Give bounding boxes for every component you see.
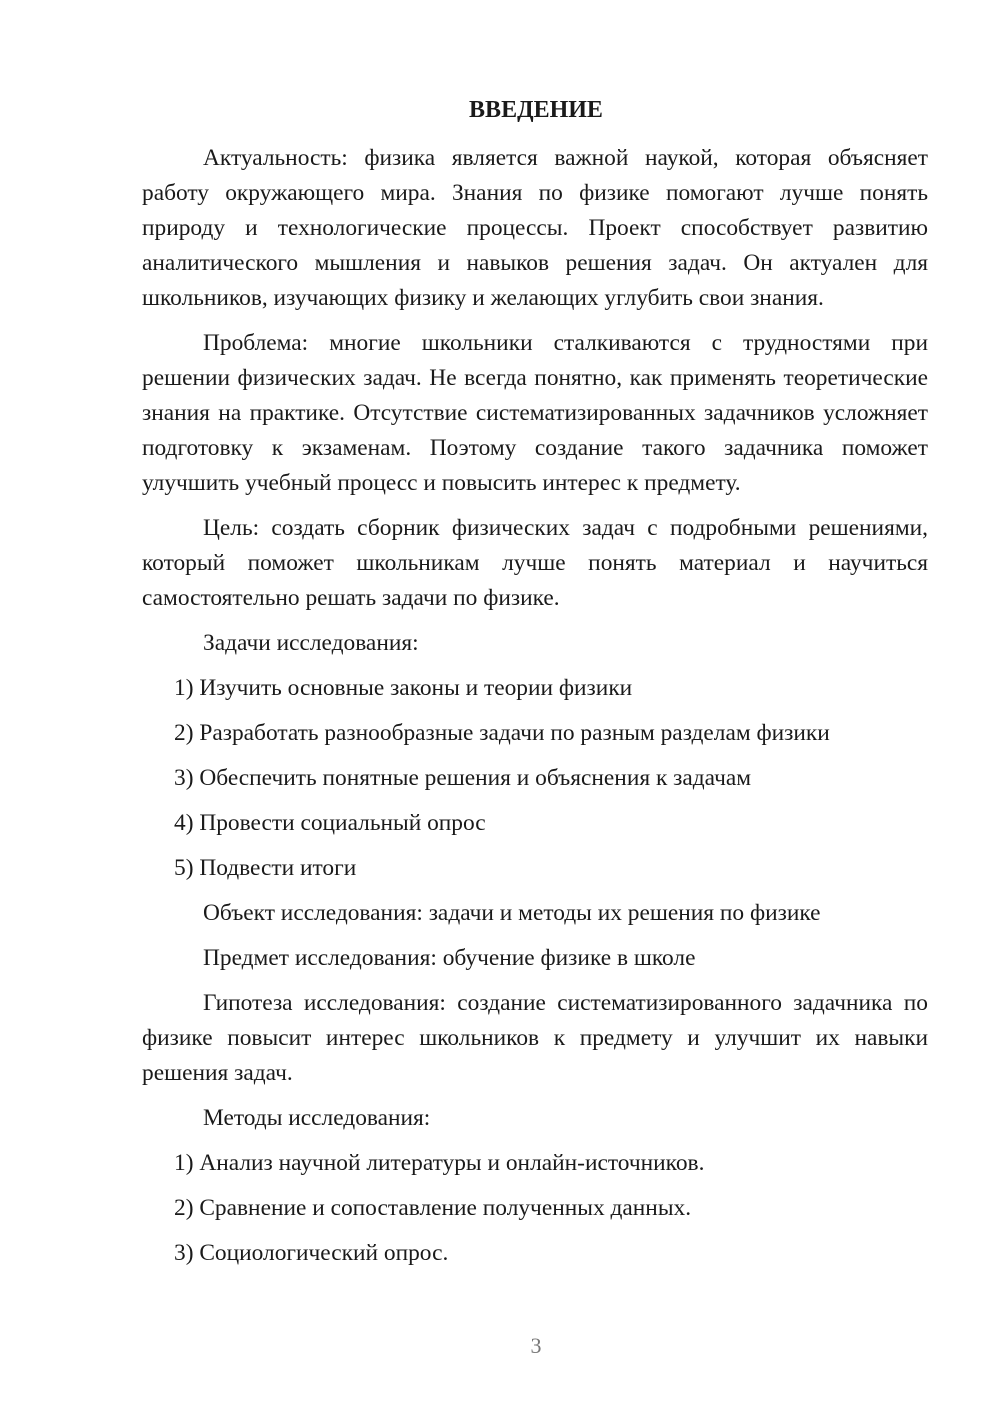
list-item: 4) Провести социальный опрос [174,810,486,836]
paragraph-subject: Предмет исследования: обучение физике в школе [203,945,696,971]
methods-title: Методы исследования: [203,1105,431,1131]
list-item: 2) Сравнение и сопоставление полученных данных. [174,1195,692,1221]
page-number: 3 [530,1333,542,1358]
list-item: 5) Подвести итоги [174,855,357,881]
paragraph-object: Объект исследования: задачи и методы их решения по физике [203,900,821,926]
tasks-title: Задачи исследования: [203,630,419,656]
paragraph-goal: Цель: создать сборник физических задач с подробными решениями, который поможет школьникам лучше понять материал и научиться самостоятельно решать задачи по физике. [142,515,928,611]
list-item: 2) Разработать разнообразные задачи по разным разделам физики [174,720,830,746]
tasks-list [142,671,928,886]
methods-list [142,1146,928,1271]
list-item: 1) Анализ научной литературы и онлайн-источников. [174,1150,705,1176]
paragraph-problem: Проблема: многие школьники сталкиваются с трудностями при решении физических задач. Не всегда понятно, как применять теоретические знания на практике. Отсутствие систематизированных задачников усложняет подготовку к экзаменам. Поэтому создание такого задачника поможет улучшить учебный процесс и повысить интерес к предмету. [142,330,928,496]
paragraph-relevance: Актуальность: физика является важной наукой, которая объясняет работу окружающего мира. Знания по физике помогают лучше понять природу и технологические процессы. Проект способствует развитию аналитического мышления и навыков решения задач. Он актуален для школьников, изучающих физику и желающих углубить свои знания. [142,145,928,311]
paragraph-hypothesis: Гипотеза исследования: создание систематизированного задачника по физике повысит интерес школьников к предмету и улучшит их навыки решения задач. [142,990,928,1086]
list-item: 3) Социологический опрос. [174,1240,449,1266]
document-body [142,141,928,1281]
list-item: 1) Изучить основные законы и теории физики [174,675,633,701]
section-heading: ВВЕДЕНИЕ [469,97,603,123]
list-item: 3) Обеспечить понятные решения и объяснения к задачам [174,765,752,791]
